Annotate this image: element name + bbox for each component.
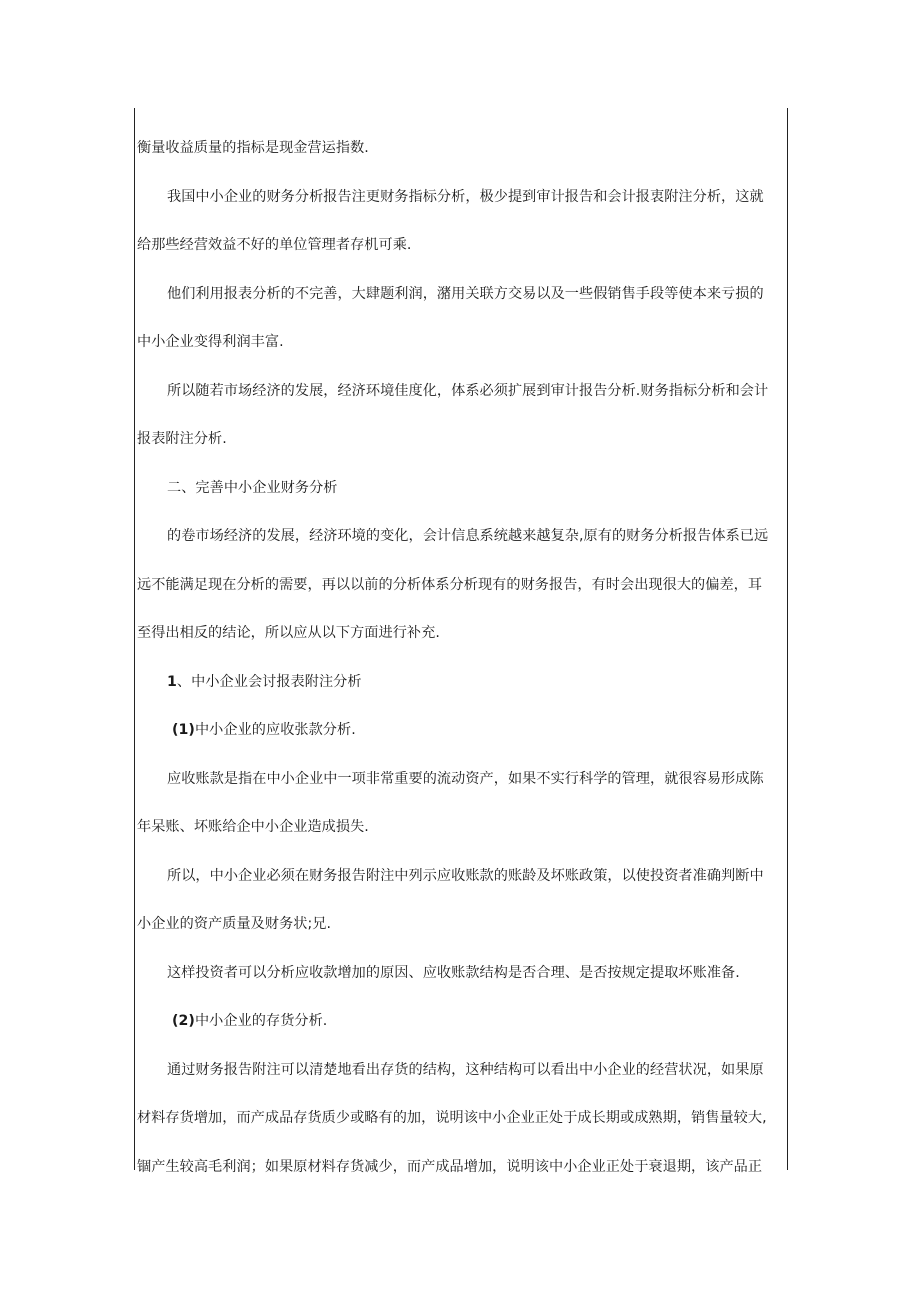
paragraph-start: 我国中小企业的财务分析报告注更财务指标分析，极少提到审计报告和会计报衷附注分析，这就 — [167, 188, 764, 205]
document-body — [137, 124, 785, 1191]
text-line: 年呆账、坏账给企中小企业造成损失. — [137, 819, 369, 835]
text-line: 中小企业变得利润丰富. — [137, 334, 284, 350]
item-heading — [137, 706, 785, 755]
subsection-heading — [137, 658, 785, 707]
text-line: 报表附注分析. — [137, 431, 227, 447]
item-title: 中小企业的存货分析. — [194, 1013, 328, 1029]
text-line: 给那些经营效益不好的单位管理者存机可乘. — [137, 237, 412, 253]
text-line: 材料存货增加，而产成品存货质少或略有的加，说明该中小企业正处于成长期或成熟期，销售量较大, — [137, 1110, 767, 1126]
paragraph-start: 他们利用报表分析的不完善，大肆题利润，潴用关联方交易以及一些假销售手段等使本来亏损的 — [167, 285, 764, 302]
paragraph-start: 的卷市场经济的发展，经济环境的变化，会计信息系统越来越复杂,原有的财务分析报告体系已远 — [167, 528, 769, 544]
paragraph-start: 通过财务报告附注可以清楚地看出存货的结构，这种结构可以看出中小企业的经营状况，如果原 — [167, 1061, 764, 1078]
text-line: 远不能满足现在分析的需要，再以以前的分析体系分析现有的财务报告，有时会出现很大的偏差，耳 — [137, 576, 763, 593]
item-number: (2) — [172, 1013, 195, 1029]
paragraph-start: 应收账款是指在中小企业中一项非常重要的流动资产，如果不实行科学的管理，就很容易形成陈 — [167, 770, 764, 787]
item-heading — [137, 997, 785, 1046]
item-number: (1) — [172, 722, 195, 738]
paragraph-start: 所以随若市场经济的发展，经济环境佳度化，体系必须扩展到审计报告分析.财务指标分析和会计 — [167, 382, 769, 399]
paragraph-start: 这样投资者可以分析应收款增加的原因、应收账款结构是否合理、是否按规定提取坏账准备. — [167, 964, 740, 981]
section-heading: 二、完善中小企业财务分析 — [167, 479, 338, 496]
subsection-number: 1 — [167, 673, 177, 690]
paragraph-start: 所以，中小企业必须在财务报告附注中列示应收账款的账龄及坏账政策，以使投资者准确判断中 — [167, 867, 764, 884]
text-line: 至得出相反的结论，所以应从以下方面进行补充. — [137, 625, 440, 641]
text-line: 衡量收益质量的指标是现金营运指数. — [137, 140, 369, 156]
text-line: 锢产生较高毛利润；如果原材料存货减少，而产成品增加，说明该中小企业正处于衰退期，该产品正 — [137, 1158, 763, 1175]
text-line: 小企业的资产质量及财务状;兄. — [137, 916, 332, 932]
subsection-title: 、中小企业会讨报表附注分析 — [176, 673, 362, 690]
item-title: 中小企业的应收张款分析. — [194, 722, 356, 738]
